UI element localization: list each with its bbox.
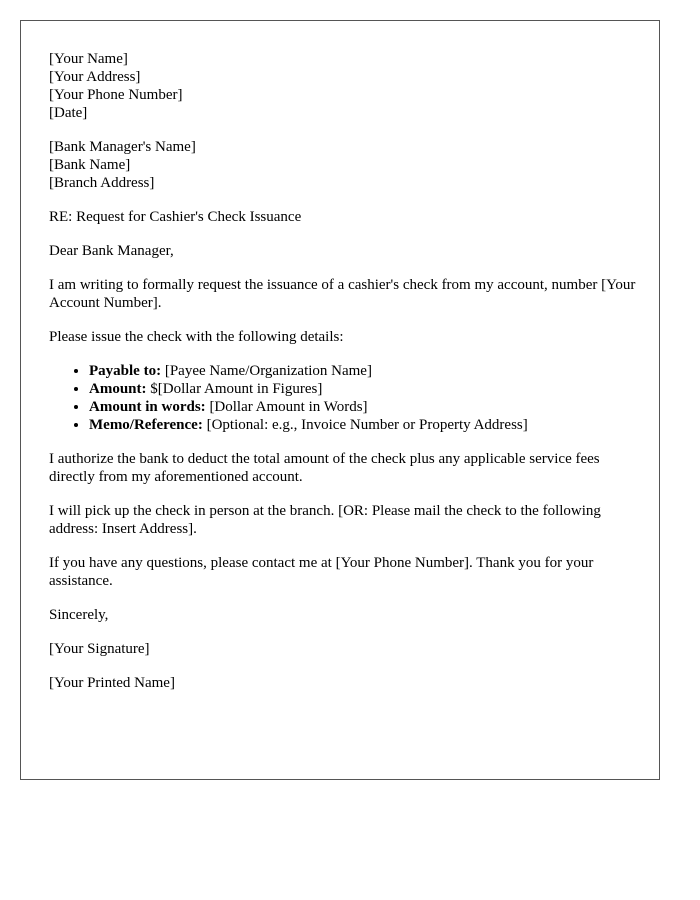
recipient-block: [49, 138, 639, 192]
signature-placeholder: [Your Signature]: [49, 641, 150, 657]
recipient-branch-address: [Branch Address]: [49, 175, 155, 191]
detail-label: Amount:: [89, 381, 147, 397]
detail-item-amount: [89, 380, 639, 398]
salutation: Dear Bank Manager,: [49, 243, 174, 259]
sender-block: [49, 50, 639, 122]
closing: Sincerely,: [49, 607, 109, 623]
detail-label: Amount in words:: [89, 399, 206, 415]
subject-line: RE: Request for Cashier's Check Issuance: [49, 209, 302, 225]
intro-paragraph: I am writing to formally request the issuance of a cashier's check from my account, number [Your Account Number].: [49, 277, 636, 311]
detail-label: Memo/Reference:: [89, 417, 203, 433]
letter-date: [Date]: [49, 105, 88, 121]
letter-page: [20, 20, 660, 780]
detail-value: [Optional: e.g., Invoice Number or Property Address]: [202, 417, 528, 433]
printed-name: [Your Printed Name]: [49, 675, 175, 691]
recipient-manager-name: [Bank Manager's Name]: [49, 139, 196, 155]
sender-address: [Your Address]: [49, 69, 141, 85]
sender-phone: [Your Phone Number]: [49, 87, 183, 103]
check-details-list: [49, 362, 639, 434]
recipient-bank-name: [Bank Name]: [49, 157, 131, 173]
letter-content: [49, 50, 639, 708]
detail-item-amount-in-words: [89, 398, 639, 416]
detail-item-payable-to: [89, 362, 639, 380]
questions-paragraph: If you have any questions, please contact me at [Your Phone Number]. Thank you for your assistance.: [49, 555, 594, 589]
detail-item-memo: [89, 416, 639, 434]
pickup-paragraph: I will pick up the check in person at the branch. [OR: Please mail the check to the following address: Insert Address].: [49, 503, 601, 537]
detail-value: [Payee Name/Organization Name]: [161, 363, 372, 379]
detail-value: $[Dollar Amount in Figures]: [146, 381, 323, 397]
sender-name: [Your Name]: [49, 51, 128, 67]
detail-value: [Dollar Amount in Words]: [205, 399, 368, 415]
detail-label: Payable to:: [89, 363, 162, 379]
authorize-paragraph: I authorize the bank to deduct the total amount of the check plus any applicable service fees directly from my aforementioned account.: [49, 451, 600, 485]
details-lead-paragraph: Please issue the check with the following details:: [49, 329, 344, 345]
